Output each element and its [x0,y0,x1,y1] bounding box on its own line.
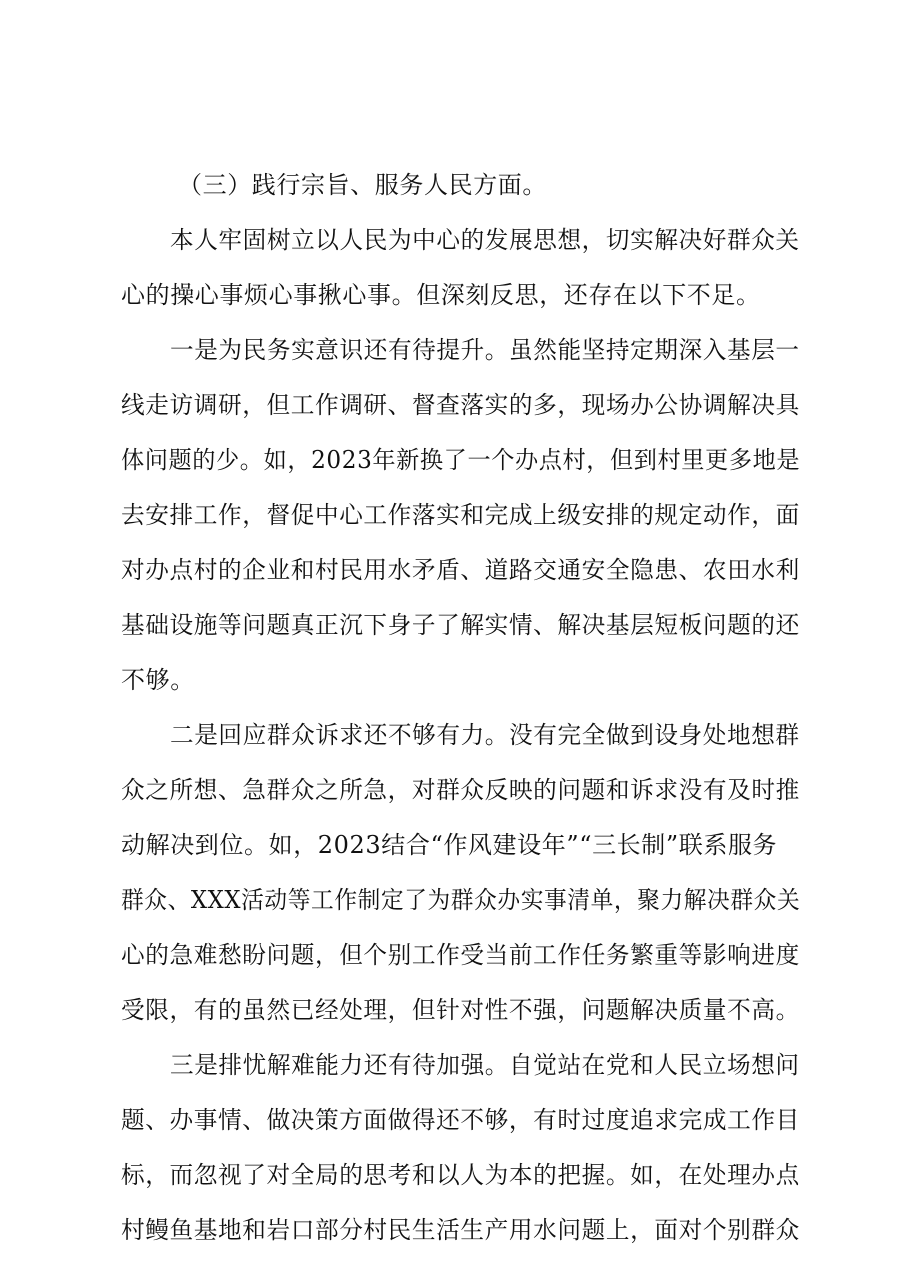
section-heading: （三）践行宗旨、服务人民方面。 [178,171,547,199]
paragraph-4-line-2: 题、办事情、做决策方面做得还不够，有时过度追求完成工作目 [121,1106,800,1134]
paragraph-2-line-6: 基础设施等问题真正沉下身子了解实情、解决基层短板问题的还 [121,611,800,639]
paragraph-4-line-4: 村鳗鱼基地和岩口部分村民生活生产用水问题上，面对个别群众 [121,1216,800,1244]
paragraph-3-line-2: 众之所想、急群众之所急，对群众反映的问题和诉求没有及时推 [121,776,800,804]
paragraph-3-line-4: 群众、XXX活动等工作制定了为群众办实事清单，聚力解决群众关 [121,886,801,914]
paragraph-4-line-3: 标，而忽视了对全局的思考和以人为本的把握。如，在处理办点 [121,1161,800,1189]
paragraph-3-line-5: 心的急难愁盼问题，但个别工作受当前工作任务繁重等影响进度 [121,941,800,969]
paragraph-2-line-7: 不够。 [121,666,195,694]
paragraph-3-line-1: 二是回应群众诉求还不够有力。没有完全做到设身处地想群 [170,721,800,749]
paragraph-3-line-6: 受限，有的虽然已经处理，但针对性不强，问题解决质量不高。 [121,996,800,1024]
paragraph-1-line-1: 本人牢固树立以人民为中心的发展思想，切实解决好群众关 [170,226,800,254]
paragraph-2-line-5: 对办点村的企业和村民用水矛盾、道路交通安全隐患、农田水利 [121,556,800,584]
paragraph-2-line-2: 线走访调研，但工作调研、督查落实的多，现场办公协调解决具 [121,391,800,419]
paragraph-3-line-3: 动解决到位。如，2023结合“作风建设年”“三长制”联系服务 [121,831,778,859]
paragraph-2-line-3: 体问题的少。如，2023年新换了一个办点村，但到村里更多地是 [121,446,801,474]
paragraph-1-line-2: 心的操心事烦心事揪心事。但深刻反思，还存在以下不足。 [121,281,761,309]
paragraph-4-line-1: 三是排忧解难能力还有待加强。自觉站在党和人民立场想问 [170,1051,800,1079]
paragraph-2-line-4: 去安排工作，督促中心工作落实和完成上级安排的规定动作，面 [121,501,800,529]
paragraph-2-line-1: 一是为民务实意识还有待提升。虽然能坚持定期深入基层一 [170,336,800,364]
